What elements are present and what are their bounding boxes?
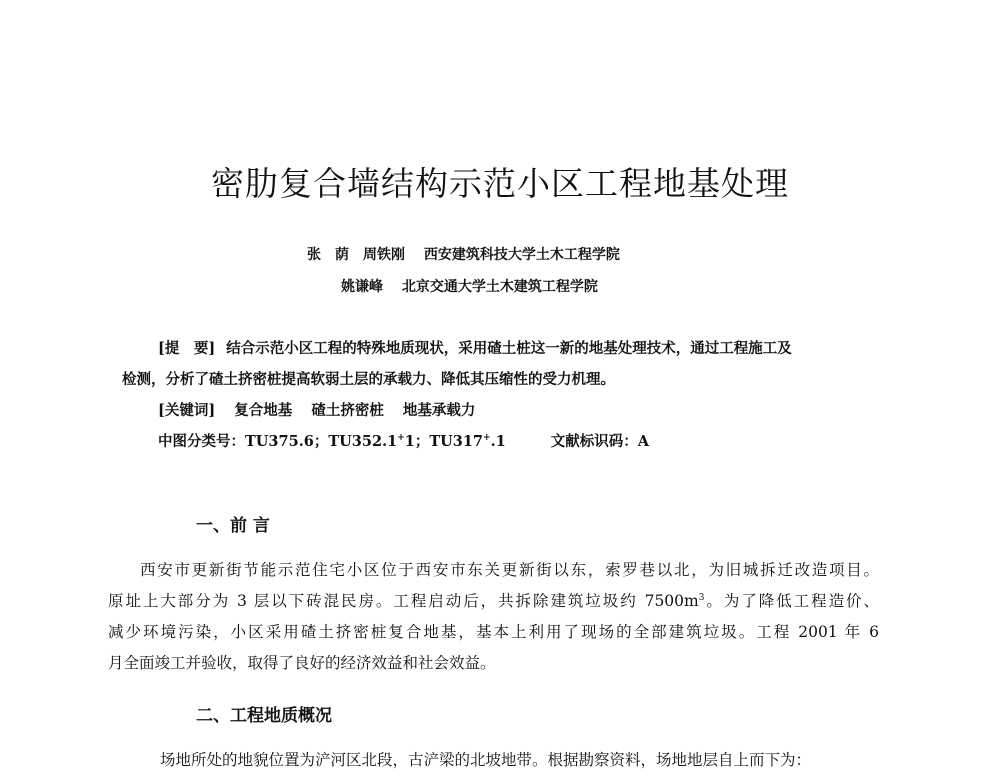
- keyword-item: 地基承载力: [402, 402, 476, 419]
- section-heading: 一、前 言: [196, 516, 270, 536]
- abstract-line-2: 检测，分析了碴土挤密桩提高软弱土层的承载力、降低其压缩性的受力机理。: [122, 371, 615, 388]
- author-affiliation: 西安建筑科技大学土木工程学院: [423, 247, 620, 263]
- author-affiliation: 北京交通大学土木建筑工程学院: [401, 279, 598, 295]
- keyword-item: 复合地基: [234, 402, 293, 419]
- paragraph-line: 月全面竣工并验收，取得了良好的经济效益和社会效益。: [108, 654, 496, 672]
- author-names: 张 荫 周铁刚: [307, 247, 405, 263]
- abstract-line-1: [提 要] 结合示范小区工程的特殊地质现状，采用碴土桩这一新的地基处理技术，通过工程施工及: [158, 340, 792, 357]
- keywords-label: [关键词]: [158, 402, 216, 419]
- author-names: 姚谦峰: [341, 279, 383, 295]
- abstract-label: [提 要]: [158, 340, 216, 357]
- classification: 中图分类号：TU375.6；TU352.1+1；TU317+.1 文献标识码：A: [158, 433, 650, 450]
- document-code-label: 文献标识码：: [550, 433, 638, 450]
- keyword-item: 碴土挤密桩: [311, 402, 384, 419]
- paper-title: 密肋复合墙结构示范小区工程地基处理: [211, 164, 789, 203]
- classification-label: 中图分类号：: [158, 433, 245, 450]
- paragraph-line: 原址上大部分为 3 层以下砖混民房。工程启动后，共拆除建筑垃圾约 $7500m^3$。为了降低工程造价、: [108, 592, 879, 610]
- paragraph-line: 场地所处的地貌位置为浐河区北段，古浐梁的北坡地带。根据勘察资料，场地地层自上而下为：: [160, 751, 812, 769]
- document-code: A: [637, 433, 650, 450]
- section-body: [0, 555, 1000, 679]
- section-heading: 二、工程地质概况: [196, 706, 332, 726]
- paragraph-line: 减少环境污染，小区采用碴土挤密桩复合地基，基本上利用了现场的全部建筑垃圾。工程 2001 年 6: [108, 623, 879, 641]
- keywords: [158, 395, 475, 426]
- author-line-2: [341, 276, 598, 296]
- paragraph-line: 西安市更新街节能示范住宅小区位于西安市东关更新街以东，索罗巷以北，为旧城拆迁改造项目。: [140, 561, 879, 579]
- author-line-1: [307, 244, 620, 264]
